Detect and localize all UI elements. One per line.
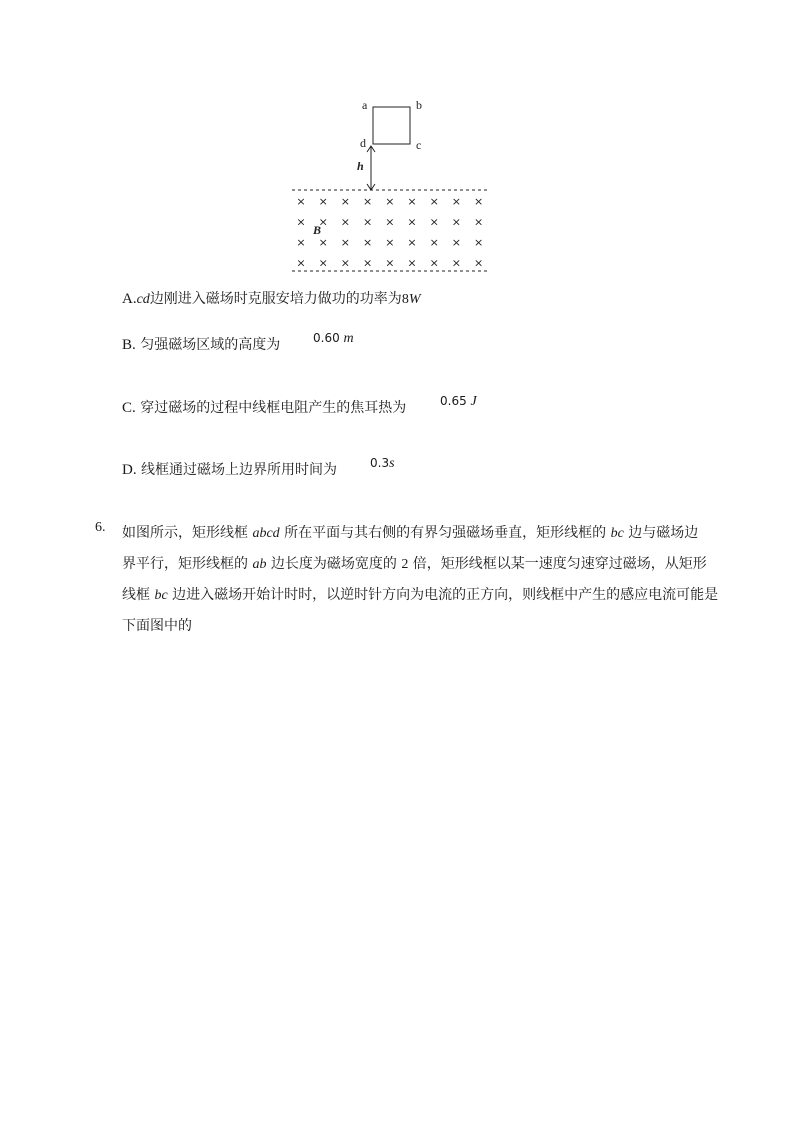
option-d-letter: D.: [122, 462, 137, 478]
field-cross: ×: [340, 236, 351, 249]
option-b-answer: [313, 331, 354, 347]
label-b: b: [416, 98, 422, 112]
q6-l1-a: 如图所示，矩形线框: [122, 525, 253, 541]
field-cross: ×: [473, 236, 484, 249]
option-b: [122, 336, 280, 354]
field-cross: ×: [451, 215, 462, 229]
field-crosses: [296, 195, 483, 270]
q6-l1-var: abcd: [252, 526, 280, 541]
field-cross: ×: [473, 256, 484, 270]
field-cross: ×: [385, 236, 395, 249]
field-cross: ×: [407, 236, 417, 249]
q6-l2-a: 界平行，矩形线框的: [122, 556, 253, 572]
option-c: [122, 399, 406, 417]
question-6-line-4: 下面图中的: [122, 618, 192, 634]
field-cross: ×: [296, 195, 306, 208]
option-b-letter: B.: [122, 337, 136, 353]
magnetic-field-figure: [280, 92, 500, 282]
field-cross: ×: [407, 215, 417, 229]
question-6-number: 6.: [95, 520, 106, 535]
q6-l2-c: 倍，矩形线框以某一速度匀速穿过磁场，从矩形: [408, 556, 707, 572]
field-cross: ×: [473, 195, 484, 208]
option-c-letter: C.: [122, 400, 136, 416]
option-a: [122, 290, 420, 309]
option-d-ans-num: 0.3: [370, 456, 390, 470]
question-6-text: [122, 518, 719, 642]
field-cross: ×: [385, 215, 395, 229]
field-cross: ×: [318, 256, 328, 270]
question-6-line-1: [122, 518, 712, 549]
field-cross: ×: [451, 256, 462, 270]
label-B: B: [313, 223, 322, 237]
field-cross: ×: [340, 256, 351, 270]
field-cross: ×: [407, 256, 417, 270]
field-cross: ×: [407, 195, 417, 208]
q6-l2-num: 2: [401, 557, 409, 572]
label-a: a: [362, 98, 368, 112]
q6-l2-b: 边长度为磁场宽度的: [266, 556, 402, 572]
q6-l1-var2: bc: [610, 526, 624, 541]
wire-loop: [373, 107, 410, 144]
option-d-text: 线框通过磁场上边界所用时间为: [141, 462, 338, 478]
height-arrow: [367, 146, 375, 190]
field-cross: ×: [451, 195, 462, 208]
label-c: c: [416, 138, 422, 152]
q6-l1-b: 所在平面与其右侧的有界匀强磁场垂直，矩形线框的: [279, 525, 611, 541]
field-cross: ×: [362, 236, 373, 249]
option-d-ans-unit: s: [389, 456, 395, 471]
q6-l3-a: 线框: [122, 587, 155, 603]
option-a-value-unit: W: [408, 292, 421, 307]
q6-l2-var: ab: [252, 557, 267, 572]
field-cross: ×: [296, 215, 306, 229]
field-cross: ×: [340, 215, 351, 229]
field-cross: ×: [362, 256, 373, 270]
question-6-line-2: [122, 549, 712, 580]
option-a-value-num: 8: [401, 292, 409, 307]
option-b-ans-unit: m: [343, 331, 354, 346]
field-cross: ×: [296, 256, 306, 270]
field-cross: ×: [429, 236, 439, 249]
field-cross: ×: [318, 195, 328, 208]
option-a-var: cd: [136, 292, 150, 307]
field-cross: ×: [296, 236, 306, 249]
q6-l3-b: 边进入磁场开始计时时，以逆时针方向为电流的正方向，则线框中产生的感应电流可能是: [167, 587, 719, 603]
field-cross: ×: [318, 215, 328, 229]
field-cross: ×: [340, 195, 351, 208]
q6-l3-var: bc: [154, 588, 168, 603]
field-cross: ×: [362, 195, 373, 208]
option-a-letter: A.: [122, 291, 137, 307]
option-c-ans-unit: J: [470, 394, 477, 409]
option-c-text: 穿过磁场的过程中线框电阻产生的焦耳热为: [140, 400, 407, 416]
label-h: h: [357, 159, 364, 173]
field-cross: ×: [385, 256, 395, 270]
option-c-answer: [440, 394, 477, 410]
field-cross: ×: [429, 195, 439, 208]
option-d-answer: [370, 456, 395, 472]
option-d: [122, 461, 337, 479]
option-a-text: 边刚进入磁场时克服安培力做功的功率为: [149, 291, 402, 307]
q6-l1-c: 边与磁场边: [623, 525, 699, 541]
field-cross: ×: [362, 215, 373, 229]
question-6-line-3: [122, 580, 719, 611]
field-cross: ×: [429, 215, 439, 229]
option-c-ans-num: 0.65: [440, 394, 471, 408]
field-cross: ×: [429, 256, 439, 270]
field-cross: ×: [385, 195, 395, 208]
label-d: d: [360, 136, 366, 150]
field-cross: ×: [318, 236, 328, 249]
field-cross: ×: [473, 215, 484, 229]
option-b-text: 匀强磁场区域的高度为: [140, 337, 281, 353]
field-cross: ×: [451, 236, 462, 249]
option-b-ans-num: 0.60: [313, 331, 344, 345]
